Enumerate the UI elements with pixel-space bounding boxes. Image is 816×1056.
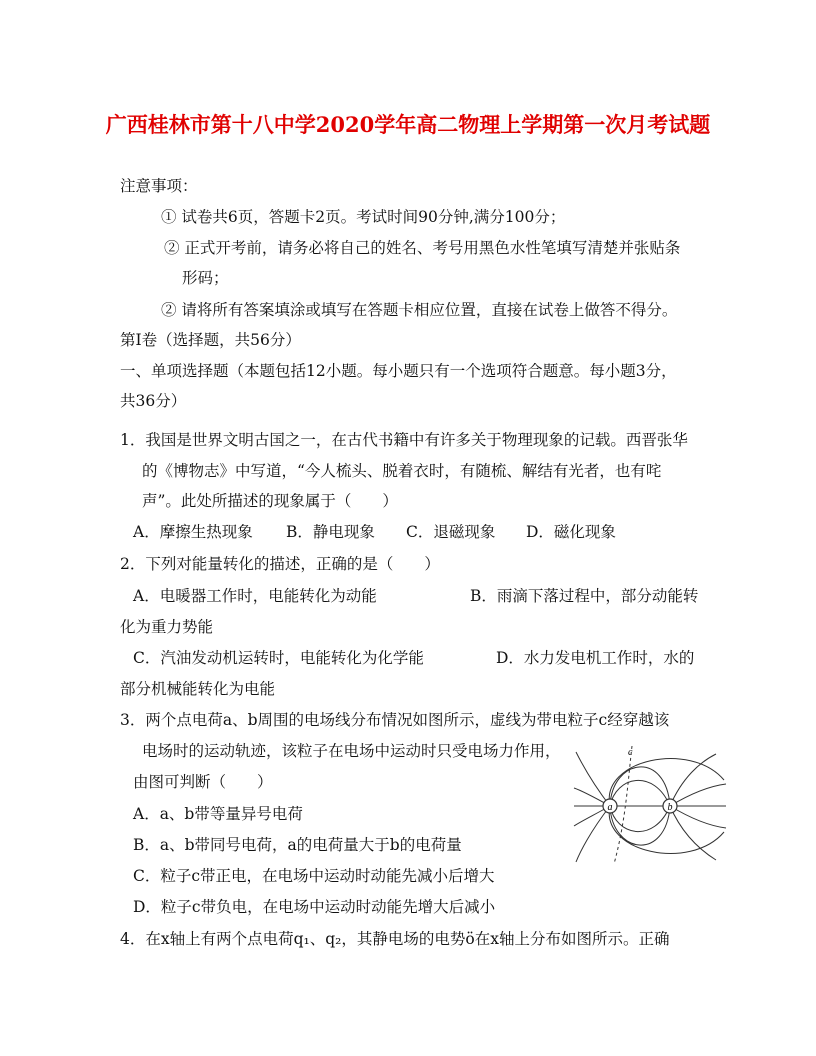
q2-option-b-cont: 化为重力势能 <box>120 618 214 636</box>
notice-item-2-cont: 形码； <box>182 269 229 287</box>
q3-stem-line2: 电场时的运动轨迹，该粒子在电场中运动时只受电场力作用， <box>142 742 561 760</box>
notice-item-2: ② 正式开考前，请务必将自己的姓名、考号用黑色水性笔填写清楚并张贴条 <box>164 239 681 257</box>
particle-c-label: c <box>628 747 633 758</box>
q1-stem-line2: 的《博物志》中写道，“今人梳头、脱着衣时，有随梳、解结有光者，也有咤 <box>142 462 662 480</box>
q2-stem: 2．下列对能量转化的描述，正确的是（ ） <box>120 555 440 573</box>
part-instruction-cont: 共36分） <box>120 392 187 410</box>
q2-option-d-cont: 部分机械能转化为电能 <box>120 680 276 698</box>
q3-option-a: A．a、b带等量异号电荷 <box>133 805 303 823</box>
q2-option-a: A．电暖器工作时，电能转化为动能 <box>133 587 377 605</box>
q2-option-d: D．水力发电机工作时，水的 <box>496 649 695 667</box>
q3-stem-line3: 由图可判断（ ） <box>133 773 273 791</box>
q3-option-d: D．粒子c带负电，在电场中运动时动能先增大后减小 <box>133 898 496 916</box>
q3-stem-line1: 3．两个点电荷a、b周围的电场线分布情况如图所示，虚线为带电粒子c经穿越该 <box>120 711 670 729</box>
q4-stem: 4．在x轴上有两个点电荷q₁、q₂，其静电场的电势ö在x轴上分布如图所示。正确 <box>120 930 670 948</box>
charge-a-label: a <box>607 802 613 813</box>
charge-b-label: b <box>667 802 673 813</box>
q3-option-c: C．粒子c带正电，在电场中运动时动能先减小后增大 <box>133 867 495 885</box>
notice-item-1: ① 试卷共6页，答题卡2页。考试时间90分钟,满分100分； <box>161 208 566 226</box>
electric-field-diagram <box>570 740 730 870</box>
notice-item-3: ② 请将所有答案填涂或填写在答题卡相应位置，直接在试卷上做答不得分。 <box>161 301 678 319</box>
section-heading: 第Ⅰ卷（选择题，共56分） <box>120 331 301 349</box>
q1-stem-line3: 声”。此处所描述的现象属于（ ） <box>142 492 398 510</box>
q1-option-c: C．退磁现象 <box>406 523 496 541</box>
q3-option-b: B．a、b带同号电荷，a的电荷量大于b的电荷量 <box>133 836 462 854</box>
q1-option-d: D．磁化现象 <box>526 523 616 541</box>
q1-stem-line1: 1．我国是世界文明古国之一，在古代书籍中有许多关于物理现象的记载。西晋张华 <box>120 431 688 449</box>
notice-heading: 注意事项： <box>120 177 198 195</box>
q2-option-b: B．雨滴下落过程中，部分动能转 <box>470 587 699 605</box>
q1-option-b: B．静电现象 <box>286 523 375 541</box>
q1-option-a: A．摩擦生热现象 <box>133 523 253 541</box>
part-instruction: 一、单项选择题（本题包括12小题。每小题只有一个选项符合题意。每小题3分， <box>120 362 677 380</box>
q2-option-c: C．汽油发动机运转时，电能转化为化学能 <box>133 649 424 667</box>
page-title: 广西桂林市第十八中学2020学年高二物理上学期第一次月考试题 <box>105 112 711 137</box>
